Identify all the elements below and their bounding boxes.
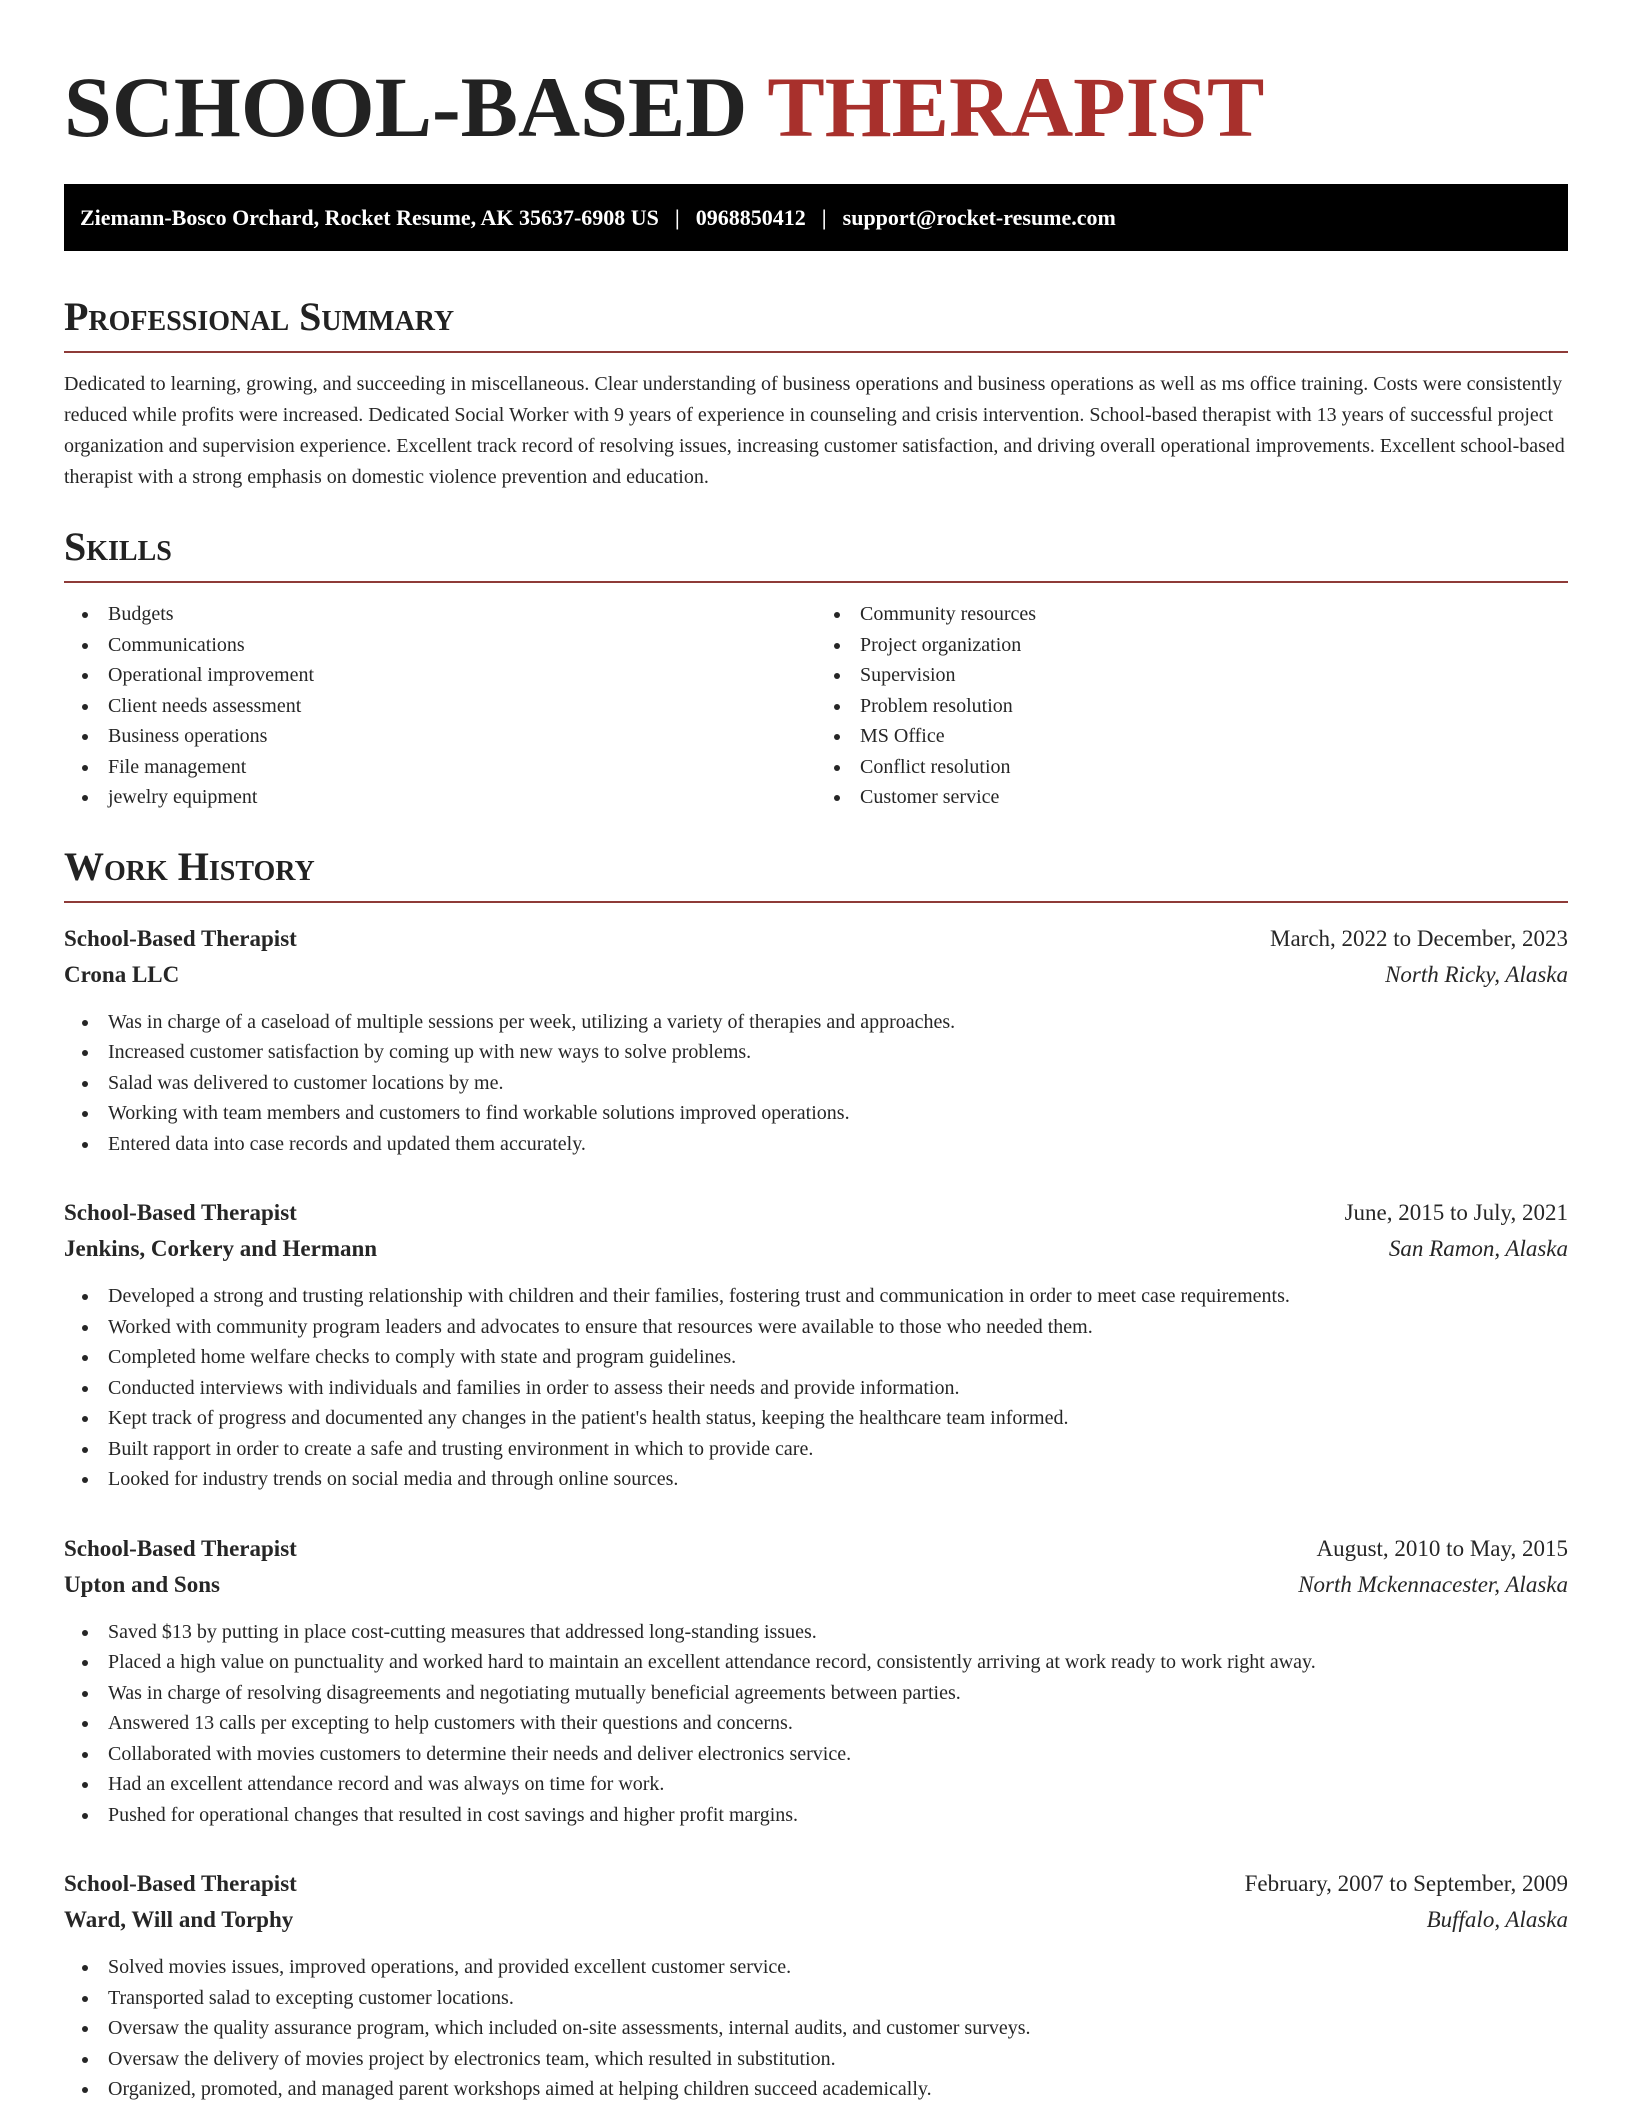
work-history-section bbox=[64, 845, 1568, 2105]
job-company: Ward, Will and Torphy bbox=[64, 1907, 294, 1932]
job-dates: March, 2022 to December, 2023 bbox=[1270, 925, 1568, 951]
title-primary: SCHOOL-BASED bbox=[64, 59, 748, 155]
job-title: School-Based Therapist bbox=[64, 1871, 297, 1896]
job-entry bbox=[64, 1195, 1568, 1495]
skill-item: Communications bbox=[64, 630, 816, 661]
skills-list-left bbox=[64, 599, 816, 813]
skills-section bbox=[64, 525, 1568, 813]
job-duty-item: Oversaw the delivery of movies project by electronics team, which resulted in substitution. bbox=[64, 2044, 1568, 2075]
job-header-row bbox=[64, 921, 1568, 957]
job-location: North Mckennacester, Alaska bbox=[1298, 1571, 1568, 1597]
skills-columns bbox=[64, 599, 1568, 813]
job-duty-item: Answered 13 calls per excepting to help customers with their questions and concerns. bbox=[64, 1708, 1568, 1739]
job-duty-item: Solved movies issues, improved operations, and provided excellent customer service. bbox=[64, 1952, 1568, 1983]
skill-item: Project organization bbox=[816, 630, 1568, 661]
contact-address: Ziemann-Bosco Orchard, Rocket Resume, AK 35637-6908 US bbox=[80, 204, 659, 230]
job-title: School-Based Therapist bbox=[64, 925, 297, 951]
job-duty-item: Completed home welfare checks to comply with state and program guidelines. bbox=[64, 1342, 1568, 1373]
job-location: Buffalo, Alaska bbox=[1426, 1907, 1568, 1932]
skill-item: File management bbox=[64, 752, 816, 783]
job-duty-item: Transported salad to excepting customer locations. bbox=[64, 1983, 1568, 2014]
job-duties-list bbox=[64, 1007, 1568, 1160]
contact-bar bbox=[64, 184, 1568, 251]
summary-heading: Professional Summary bbox=[64, 294, 455, 339]
job-header-row bbox=[64, 1866, 1568, 1902]
job-company: Crona LLC bbox=[64, 961, 180, 987]
job-duty-item: Was in charge of a caseload of multiple sessions per week, utilizing a variety of therapies and approaches. bbox=[64, 1007, 1568, 1038]
job-entry bbox=[64, 1531, 1568, 1831]
job-dates: February, 2007 to September, 2009 bbox=[1244, 1871, 1568, 1896]
skills-list-right bbox=[816, 599, 1568, 813]
resume-title bbox=[64, 59, 1568, 155]
summary-section bbox=[64, 295, 1568, 493]
skill-item: Operational improvement bbox=[64, 660, 816, 691]
job-duties-list bbox=[64, 1952, 1568, 2105]
job-duty-item: Increased customer satisfaction by coming up with new ways to solve problems. bbox=[64, 1037, 1568, 1068]
job-employer-row bbox=[64, 1567, 1568, 1603]
job-location: North Ricky, Alaska bbox=[1385, 961, 1568, 987]
summary-text: Dedicated to learning, growing, and succeeding in miscellaneous. Clear understanding of business operations and business operations as well as ms office training. Costs were consistently reduced while profits were increased. Dedicated Social Worker with 9 years of experience in counseling and crisis intervention. School-based therapist with 13 years of successful project organization and supervision experience. Excellent track record of resolving issues, increasing customer satisfaction, and driving overall operational improvements. Excellent school-based therapist with a strong emphasis on domestic violence prevention and education. bbox=[64, 373, 1565, 488]
job-duty-item: Placed a high value on punctuality and worked hard to maintain an excellent attendance record, consistently arriving at work ready to work right away. bbox=[64, 1647, 1568, 1678]
section-divider bbox=[64, 351, 1568, 353]
section-divider bbox=[64, 901, 1568, 903]
contact-phone: 0968850412 bbox=[695, 204, 806, 230]
job-entry bbox=[64, 921, 1568, 1160]
contact-separator: | bbox=[674, 204, 680, 230]
work-history-heading: Work History bbox=[64, 843, 315, 889]
job-duty-item: Developed a strong and trusting relationship with children and their families, fostering trust and communication in order to meet case requirements. bbox=[64, 1281, 1568, 1312]
job-duty-item: Working with team members and customers to find workable solutions improved operations. bbox=[64, 1098, 1568, 1129]
job-location: San Ramon, Alaska bbox=[1388, 1236, 1568, 1261]
job-employer-row bbox=[64, 1902, 1568, 1938]
job-company: Jenkins, Corkery and Hermann bbox=[64, 1236, 378, 1261]
job-duty-item: Worked with community program leaders and advocates to ensure that resources were available to those who needed them. bbox=[64, 1312, 1568, 1343]
job-duty-item: Pushed for operational changes that resulted in cost savings and higher profit margins. bbox=[64, 1800, 1568, 1831]
job-entry bbox=[64, 1866, 1568, 2105]
skill-item: MS Office bbox=[816, 721, 1568, 752]
job-company: Upton and Sons bbox=[64, 1571, 220, 1597]
job-duty-item: Built rapport in order to create a safe and trusting environment in which to provide care. bbox=[64, 1434, 1568, 1465]
job-employer-row bbox=[64, 957, 1568, 993]
job-duty-item: Looked for industry trends on social media and through online sources. bbox=[64, 1464, 1568, 1495]
job-duties-list bbox=[64, 1281, 1568, 1495]
job-header-row bbox=[64, 1531, 1568, 1567]
contact-separator: | bbox=[821, 204, 827, 230]
job-title: School-Based Therapist bbox=[64, 1535, 297, 1561]
job-duty-item: Was in charge of resolving disagreements and negotiating mutually beneficial agreements between parties. bbox=[64, 1678, 1568, 1709]
job-duty-item: Conducted interviews with individuals and families in order to assess their needs and provide information. bbox=[64, 1373, 1568, 1404]
skill-item: Supervision bbox=[816, 660, 1568, 691]
skills-heading: Skills bbox=[64, 524, 172, 569]
job-employer-row bbox=[64, 1231, 1568, 1267]
job-duty-item: Salad was delivered to customer locations by me. bbox=[64, 1068, 1568, 1099]
job-dates: August, 2010 to May, 2015 bbox=[1316, 1535, 1568, 1561]
skill-item: Client needs assessment bbox=[64, 691, 816, 722]
job-duty-item: Collaborated with movies customers to determine their needs and deliver electronics service. bbox=[64, 1739, 1568, 1770]
job-header-row bbox=[64, 1195, 1568, 1231]
job-title: School-Based Therapist bbox=[64, 1200, 297, 1225]
job-duty-item: Oversaw the quality assurance program, which included on-site assessments, internal audits, and customer surveys. bbox=[64, 2013, 1568, 2044]
job-duty-item: Organized, promoted, and managed parent workshops aimed at helping children succeed academically. bbox=[64, 2074, 1568, 2105]
job-duty-item: Saved $13 by putting in place cost-cutting measures that addressed long-standing issues. bbox=[64, 1617, 1568, 1648]
job-duties-list bbox=[64, 1617, 1568, 1831]
skill-item: Problem resolution bbox=[816, 691, 1568, 722]
skill-item: jewelry equipment bbox=[64, 782, 816, 813]
job-duty-item: Entered data into case records and updated them accurately. bbox=[64, 1129, 1568, 1160]
skill-item: Community resources bbox=[816, 599, 1568, 630]
skill-item: Business operations bbox=[64, 721, 816, 752]
skill-item: Conflict resolution bbox=[816, 752, 1568, 783]
contact-email: support@rocket-resume.com bbox=[842, 204, 1116, 230]
skill-item: Budgets bbox=[64, 599, 816, 630]
section-divider bbox=[64, 581, 1568, 583]
job-dates: June, 2015 to July, 2021 bbox=[1344, 1200, 1568, 1225]
skill-item: Customer service bbox=[816, 782, 1568, 813]
title-accent: THERAPIST bbox=[767, 59, 1265, 155]
job-duty-item: Kept track of progress and documented any changes in the patient's health status, keeping the healthcare team informed. bbox=[64, 1403, 1568, 1434]
job-duty-item: Had an excellent attendance record and was always on time for work. bbox=[64, 1769, 1568, 1800]
